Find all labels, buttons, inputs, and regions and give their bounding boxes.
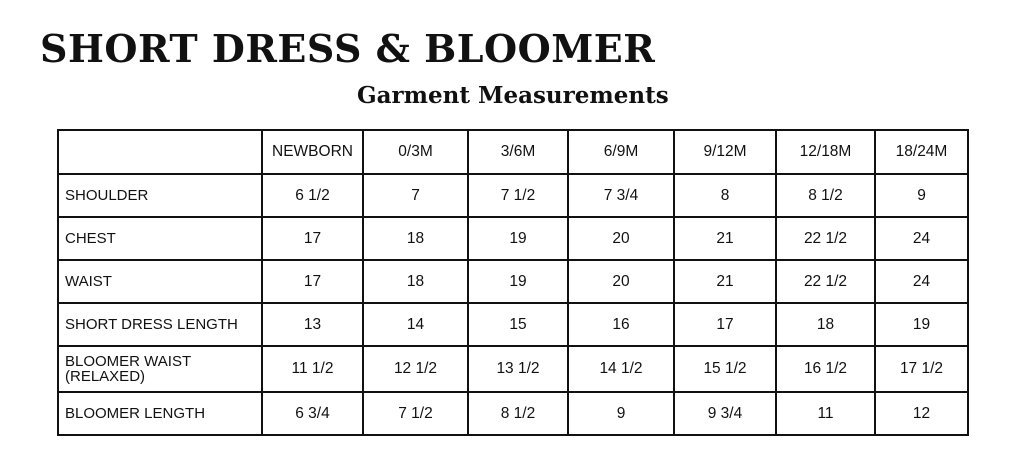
measurement-cell: 17 [262, 217, 363, 260]
measurement-cell: 22 1/2 [776, 217, 875, 260]
row-label: SHORT DRESS LENGTH [58, 303, 262, 346]
size-header: 9/12M [674, 130, 776, 174]
measurement-cell: 9 [875, 174, 968, 217]
table-row [58, 303, 968, 346]
table-row [58, 346, 968, 392]
measurement-cell: 11 1/2 [262, 346, 363, 392]
measurements-table [57, 129, 969, 436]
size-header: 0/3M [363, 130, 468, 174]
size-header: 12/18M [776, 130, 875, 174]
measurement-cell: 18 [363, 260, 468, 303]
measurement-cell: 24 [875, 217, 968, 260]
page-subtitle: Garment Measurements [357, 82, 669, 109]
measurement-cell: 14 [363, 303, 468, 346]
measurement-cell: 8 1/2 [776, 174, 875, 217]
measurement-cell: 20 [568, 217, 674, 260]
row-label: BLOOMER WAIST (RELAXED) [58, 346, 262, 392]
size-header: 3/6M [468, 130, 568, 174]
measurement-cell: 20 [568, 260, 674, 303]
measurement-cell: 6 3/4 [262, 392, 363, 435]
measurement-cell: 7 [363, 174, 468, 217]
measurement-cell: 7 1/2 [468, 174, 568, 217]
measurement-cell: 15 1/2 [674, 346, 776, 392]
measurement-cell: 21 [674, 260, 776, 303]
measurement-cell: 16 1/2 [776, 346, 875, 392]
measurement-cell: 8 [674, 174, 776, 217]
table-row [58, 174, 968, 217]
table-row [58, 217, 968, 260]
page-title: SHORT DRESS & BLOOMER [40, 26, 656, 71]
measurement-cell: 13 [262, 303, 363, 346]
measurement-cell: 17 [674, 303, 776, 346]
measurement-cell: 22 1/2 [776, 260, 875, 303]
measurement-cell: 12 1/2 [363, 346, 468, 392]
measurement-cell: 15 [468, 303, 568, 346]
measurement-cell: 18 [363, 217, 468, 260]
row-label: CHEST [58, 217, 262, 260]
measurement-cell: 13 1/2 [468, 346, 568, 392]
measurement-cell: 18 [776, 303, 875, 346]
size-header: 18/24M [875, 130, 968, 174]
measurement-cell: 9 3/4 [674, 392, 776, 435]
measurement-cell: 21 [674, 217, 776, 260]
corner-cell [58, 130, 262, 174]
measurement-cell: 19 [468, 260, 568, 303]
measurement-cell: 16 [568, 303, 674, 346]
size-header: 6/9M [568, 130, 674, 174]
measurement-cell: 17 1/2 [875, 346, 968, 392]
table-header-row [58, 130, 968, 174]
row-label: SHOULDER [58, 174, 262, 217]
table-row [58, 260, 968, 303]
measurement-cell: 7 3/4 [568, 174, 674, 217]
measurement-cell: 11 [776, 392, 875, 435]
measurement-cell: 9 [568, 392, 674, 435]
measurement-cell: 19 [875, 303, 968, 346]
table-row [58, 392, 968, 435]
size-header: NEWBORN [262, 130, 363, 174]
measurement-cell: 12 [875, 392, 968, 435]
measurement-cell: 14 1/2 [568, 346, 674, 392]
measurement-cell: 6 1/2 [262, 174, 363, 217]
row-label: BLOOMER LENGTH [58, 392, 262, 435]
row-label: WAIST [58, 260, 262, 303]
measurement-cell: 19 [468, 217, 568, 260]
measurement-cell: 17 [262, 260, 363, 303]
measurement-cell: 7 1/2 [363, 392, 468, 435]
measurement-cell: 8 1/2 [468, 392, 568, 435]
measurement-cell: 24 [875, 260, 968, 303]
